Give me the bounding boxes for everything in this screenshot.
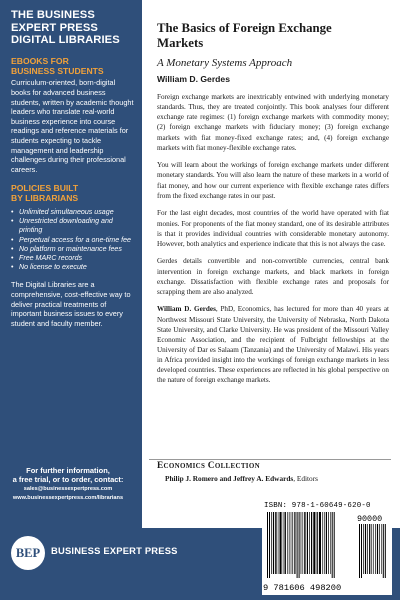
- list-item: • Unrestricted downloading and printing: [11, 217, 134, 235]
- digital-libraries-sidebar: [0, 0, 142, 600]
- barcode-bar: [373, 524, 374, 574]
- barcode-bar: [297, 512, 298, 578]
- book-subtitle: A Monetary Systems Approach: [157, 57, 293, 69]
- list-item: • No platform or maintenance fees: [11, 245, 134, 254]
- barcode-bar: [330, 512, 331, 574]
- barcode-bar: [285, 512, 286, 574]
- isbn-barcode: [262, 500, 392, 595]
- back-cover-main: [149, 0, 391, 528]
- price-barcode-bars: [358, 524, 388, 582]
- description-paragraph: You will learn about the workings of foreign exchange markets under different monetary standards. You will also learn the nature of these markets in a world of fiat money, and how our current experience with flexible exchange rates differs from the fixed exchange rates in our past.: [157, 161, 389, 200]
- barcode-bar: [381, 524, 382, 574]
- barcode-bar: [383, 524, 384, 578]
- collection-divider: [149, 459, 391, 460]
- barcode-bar: [278, 512, 279, 574]
- barcode-bar: [317, 512, 318, 574]
- barcode-bar: [369, 524, 370, 574]
- barcode-bar: [332, 512, 333, 578]
- barcode-bar: [301, 512, 302, 574]
- barcode-bar: [385, 524, 386, 578]
- barcode-bar: [363, 524, 364, 574]
- barcode-bar: [269, 512, 270, 578]
- barcode-bar: [359, 524, 360, 578]
- barcode-bar: [377, 524, 378, 574]
- price-code: 90000: [357, 514, 383, 524]
- bio-author-name: William D. Gerdes: [157, 305, 216, 314]
- barcode-bars: [266, 512, 356, 582]
- barcode-bar: [367, 524, 368, 574]
- book-author: William D. Gerdes: [157, 74, 230, 84]
- collection-name: Economics Collection: [157, 461, 260, 471]
- policies-heading: POLICIES BUILT BY LIBRARIANS: [11, 183, 79, 204]
- barcode-bar: [304, 512, 305, 574]
- list-item: • Unlimited simultaneous usage: [11, 208, 134, 217]
- barcode-bar: [280, 512, 282, 574]
- barcode-bar: [299, 512, 300, 578]
- collection-editors: Philip J. Romero and Jeffrey A. Edwards, Editors: [165, 474, 318, 483]
- sidebar-title: THE BUSINESS EXPERT PRESS DIGITAL LIBRARIES: [11, 9, 120, 47]
- barcode-bar: [283, 512, 284, 574]
- barcode-bar: [294, 512, 295, 574]
- barcode-bar: [361, 524, 362, 578]
- barcode-bar: [371, 524, 372, 574]
- barcode-bar: [291, 512, 292, 574]
- barcode-bar: [309, 512, 310, 574]
- barcode-bar: [324, 512, 325, 574]
- barcode-bar: [271, 512, 272, 574]
- barcode-bar: [303, 512, 304, 574]
- barcode-bar: [267, 512, 268, 578]
- author-bio: [157, 304, 389, 385]
- barcode-bar: [275, 512, 276, 574]
- barcode-bar: [313, 512, 315, 574]
- list-item: • Perpetual access for a one-time fee: [11, 236, 134, 245]
- digital-libraries-description: The Digital Libraries are a comprehensive, cost-effective way to deliver practical treatments of important business issues to every student and faculty member.: [11, 280, 131, 328]
- description-paragraph: Foreign exchange markets are inextricably entwined with underlying monetary standards. Thus, they are treated conjointly. This book analyses four different exchange rate regimes: (1) foreign exchange markets with commodity money; (2) foreign exchange markets with fiduciary money; (3) foreign exchange markets with fiat money-fixed exchange rates; and, (4) foreign exchange markets with fiat money-flexible exchange rates.: [157, 93, 389, 152]
- bio-text: , PhD, Economics, has lectured for more than 40 years at Northwest Missouri State University, the University of Nebraska, North Dakota State University, and Clarke University. He was president of the Missouri Valley Economic Association, and the recipient of Fulbright fellowships at the University of Dar es Salaam (Tanzania) and the University of Malawi. His years in Africa provided insight into the workings of foreign exchange markets in less developed countries. These experiences are reflected in his global perspective on the nature of foreign exchange markets.: [157, 305, 389, 385]
- barcode-bar: [328, 512, 329, 574]
- description-paragraph: Gerdes details convertible and non-convertible currencies, central bank intervention in foreign exchange markets, and black markets in foreign exchange. Dissatisfaction with flexible exchange rates and proposals for scrapping them are also analyzed.: [157, 257, 389, 296]
- ebooks-description: Curriculum-oriented, born-digital books for advanced business students, written by academic thought leaders who translate real-world business experience into course readings and reference materials for students expecting to tackle management and leadership challenges during their professional careers.: [11, 78, 134, 174]
- barcode-bar: [322, 512, 323, 574]
- sales-email-link[interactable]: sales@businessexpertpress.com: [23, 485, 113, 492]
- publisher-name: BUSINESS EXPERT PRESS: [51, 545, 178, 556]
- barcode-bar: [287, 512, 288, 574]
- barcode-bar: [311, 512, 312, 574]
- barcode-bar: [273, 512, 274, 574]
- book-title: The Basics of Foreign Exchange Markets: [157, 21, 332, 50]
- list-item: • Free MARC records: [11, 254, 134, 263]
- barcode-bar: [289, 512, 290, 574]
- barcode-bar: [326, 512, 327, 574]
- ean-number: 9 781606 498200: [263, 583, 342, 593]
- isbn-number: ISBN: 978-1-60649-620-0: [264, 502, 371, 510]
- barcode-bar: [375, 524, 376, 574]
- barcode-bar: [379, 524, 380, 574]
- list-item: • No license to execute: [11, 263, 134, 272]
- policies-list: [11, 208, 134, 272]
- barcode-bar: [292, 512, 293, 574]
- barcode-bar: [307, 512, 308, 574]
- barcode-bar: [365, 524, 366, 574]
- description-paragraph: For the last eight decades, most countries of the world have operated with fiat monies. For proponents of the fiat money standard, one of its desirable attributes is that it provides individual countries with considerable monetary autonomy. However, both analytics and experience indicate that this is not always the case.: [157, 209, 389, 248]
- librarians-website-link[interactable]: www.businessexpertpress.com/librarians: [12, 494, 124, 501]
- bep-logo: BEP: [11, 536, 45, 570]
- ebooks-heading: EBOOKS FOR BUSINESS STUDENTS: [11, 55, 104, 76]
- barcode-bar: [334, 512, 335, 578]
- barcode-bar: [319, 512, 321, 574]
- book-description: [157, 92, 389, 393]
- contact-block: For further information, a free trial, or to order, contact: sales@businessexpertpress.com www.businessexpertpress.com/librarians: [0, 466, 142, 503]
